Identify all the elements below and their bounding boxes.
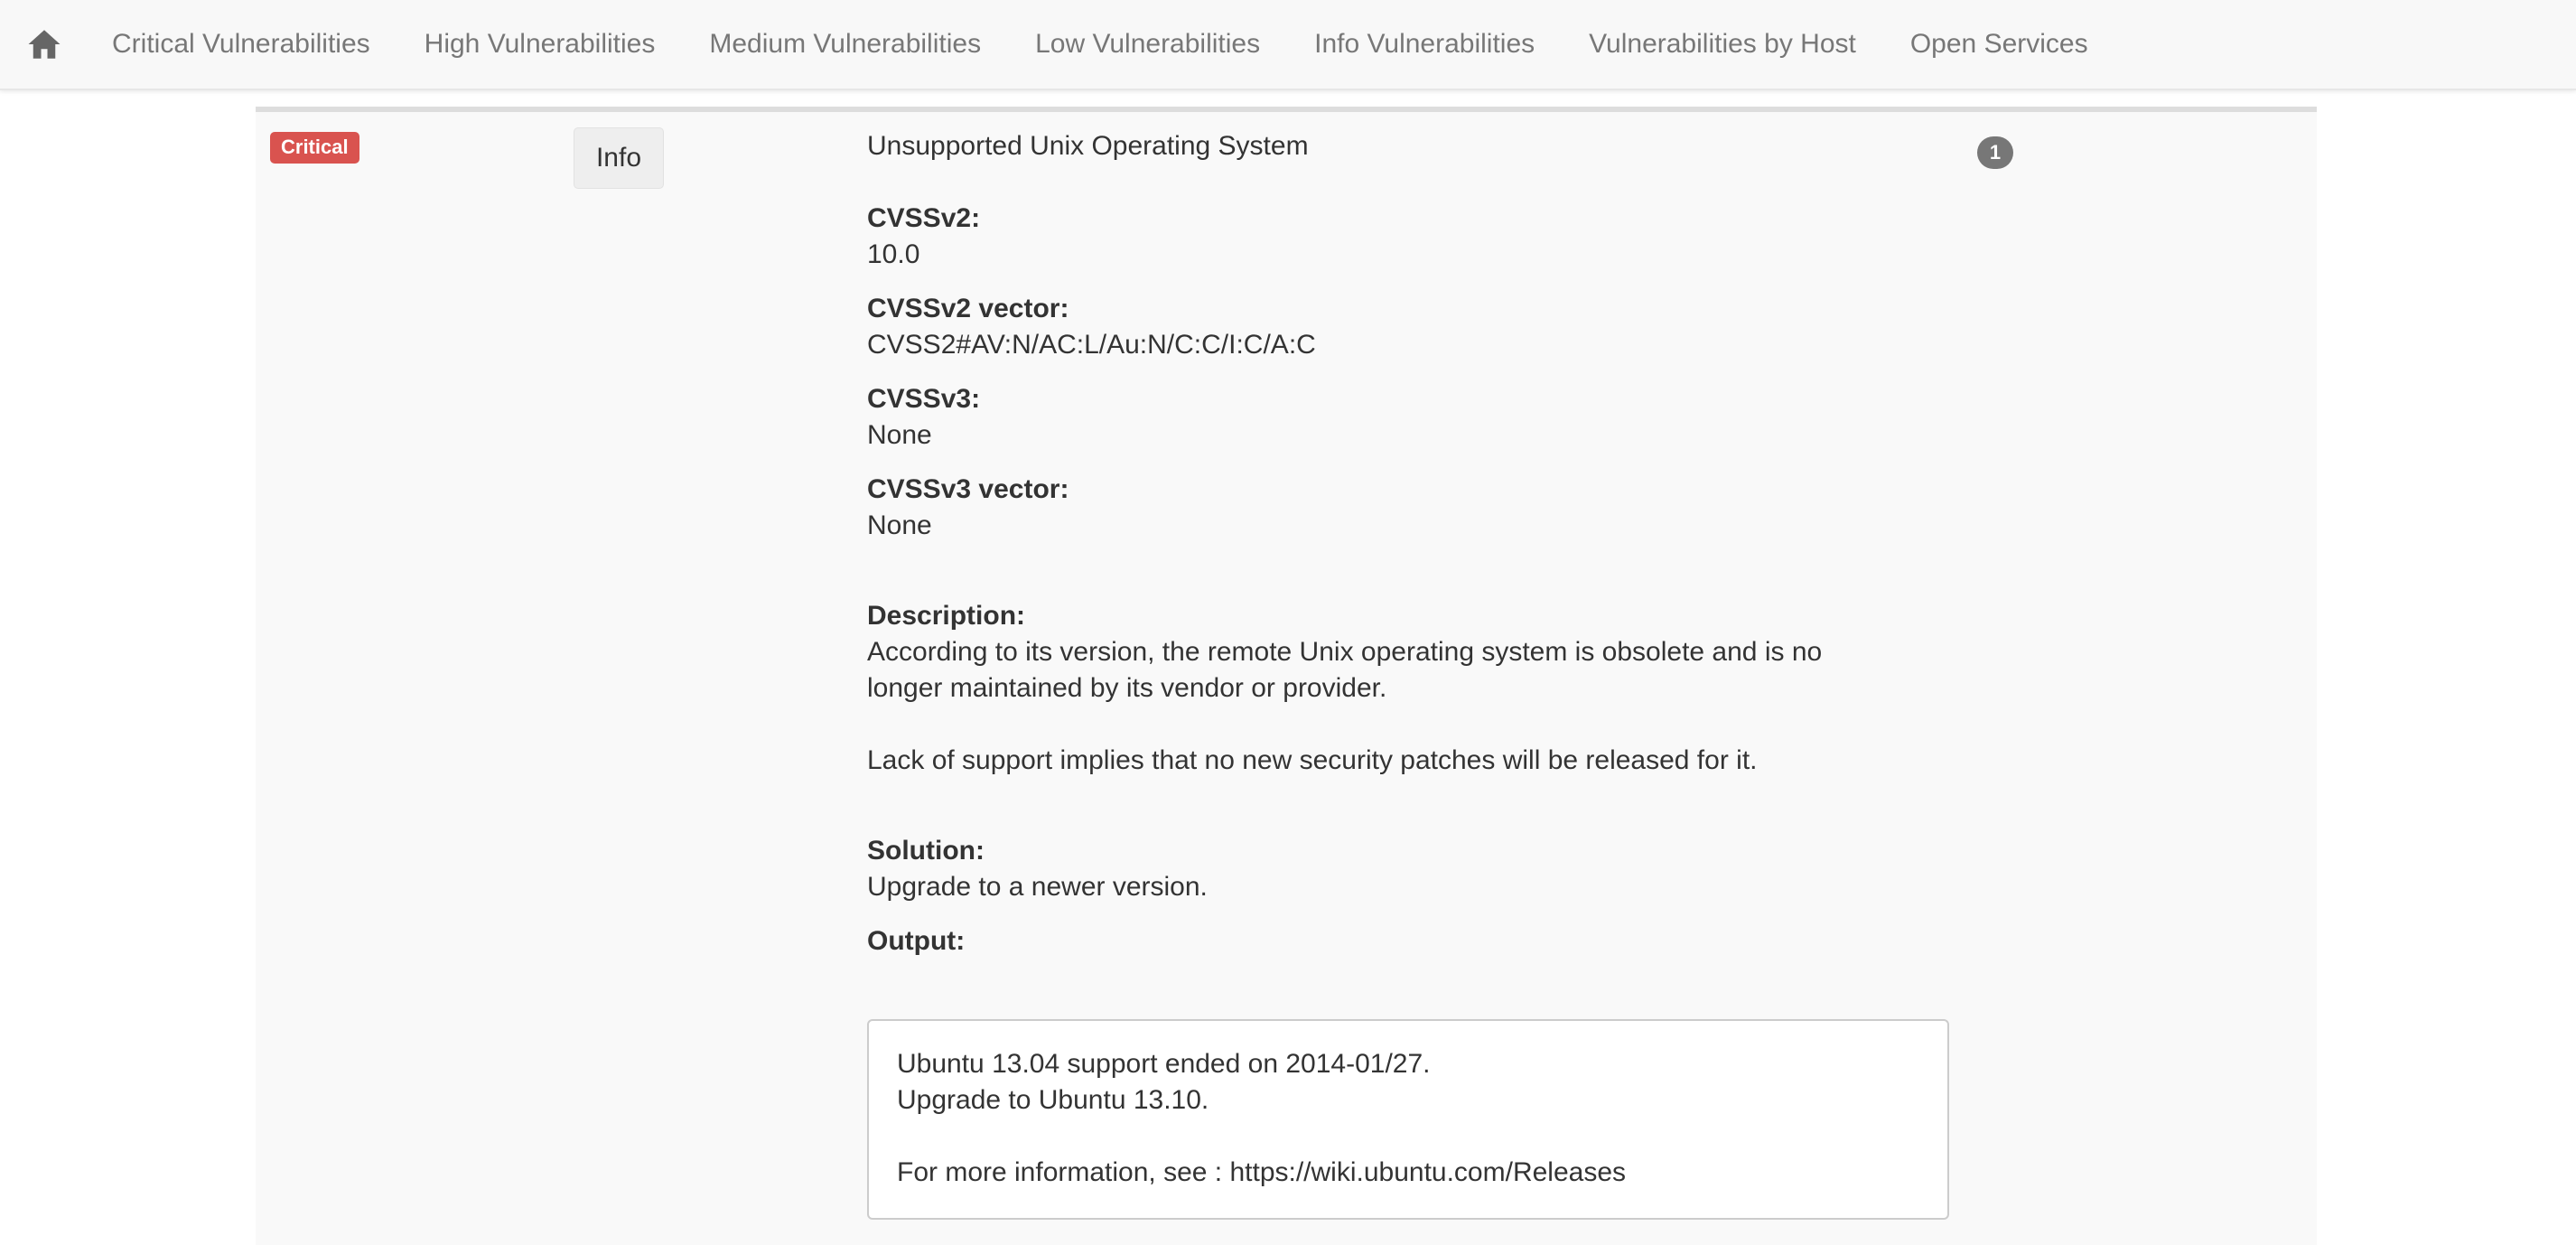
nav-medium-vulnerabilities[interactable]: Medium Vulnerabilities bbox=[709, 29, 982, 59]
vulnerability-title: Unsupported Unix Operating System bbox=[867, 131, 1309, 161]
output-label: Output: bbox=[867, 926, 966, 956]
cvssv3-vector-value: None bbox=[867, 510, 932, 540]
solution-text: Upgrade to a newer version. bbox=[867, 872, 1208, 902]
nav-open-services[interactable]: Open Services bbox=[1909, 29, 2088, 59]
cvssv2-label: CVSSv2: bbox=[867, 203, 981, 233]
cvssv3-label: CVSSv3: bbox=[867, 384, 981, 414]
output-spacer bbox=[897, 1119, 1919, 1155]
cvssv2-vector-label: CVSSv2 vector: bbox=[867, 294, 1069, 323]
solution-label: Solution: bbox=[867, 836, 985, 866]
output-box bbox=[867, 1019, 1949, 1220]
cvssv3-vector-label: CVSSv3 vector: bbox=[867, 474, 1069, 504]
occurrence-count-badge: 1 bbox=[1977, 136, 2013, 169]
info-button[interactable]: Info bbox=[574, 127, 664, 189]
vulnerability-panel bbox=[256, 107, 2317, 1245]
nav-low-vulnerabilities[interactable]: Low Vulnerabilities bbox=[1035, 29, 1261, 59]
top-navbar bbox=[0, 0, 2576, 90]
nav-high-vulnerabilities[interactable]: High Vulnerabilities bbox=[424, 29, 656, 59]
cvssv2-vector-value: CVSS2#AV:N/AC:L/Au:N/C:C/I:C/A:C bbox=[867, 330, 1316, 360]
cvssv3-value: None bbox=[867, 420, 932, 450]
output-line: For more information, see : https://wiki.ubuntu.com/Releases bbox=[897, 1157, 1627, 1187]
nav-info-vulnerabilities[interactable]: Info Vulnerabilities bbox=[1314, 29, 1535, 59]
cvssv2-value: 10.0 bbox=[867, 239, 920, 269]
description-note: Lack of support implies that no new security patches will be released for it. bbox=[867, 745, 1758, 775]
severity-badge: Critical bbox=[270, 132, 359, 164]
description-text: According to its version, the remote Unix operating system is obsolete and is no longer maintained by its vendor or provider. bbox=[867, 637, 1823, 703]
output-line: Upgrade to Ubuntu 13.10. bbox=[897, 1085, 1209, 1115]
nav-vulnerabilities-by-host[interactable]: Vulnerabilities by Host bbox=[1589, 29, 1856, 59]
nav-critical-vulnerabilities[interactable]: Critical Vulnerabilities bbox=[112, 29, 370, 59]
home-icon[interactable] bbox=[23, 23, 65, 65]
description-label: Description: bbox=[867, 601, 1026, 631]
output-line: Ubuntu 13.04 support ended on 2014-01/27. bbox=[897, 1049, 1431, 1079]
